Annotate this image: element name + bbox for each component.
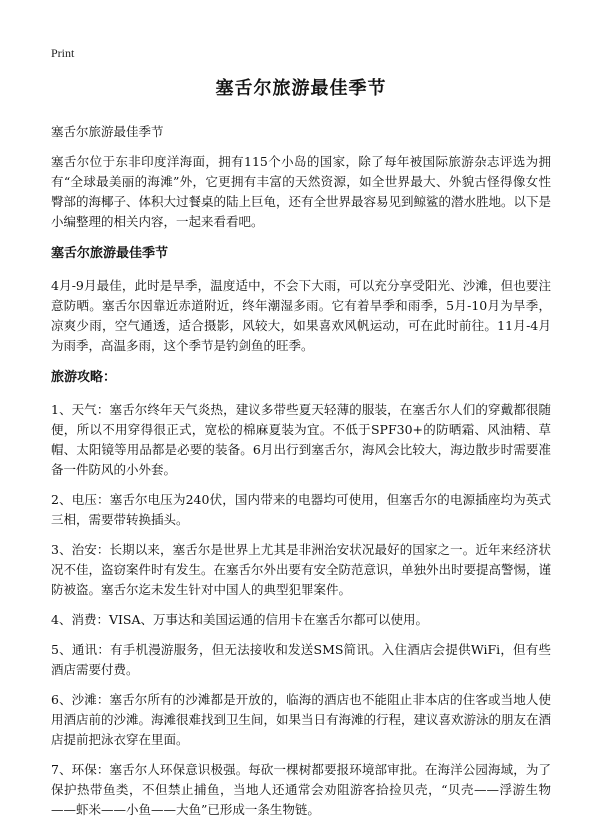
article-subtitle: 塞舌尔旅游最佳季节 (51, 124, 164, 139)
tip-weather: 1、天气：塞舌尔终年天气炎热，建议多带些夏天轻薄的服装，在塞舌尔人们的穿戴都很随便，所以不用穿得很正式，宽松的棉麻夏装为宜。不低于SPF30+的防晒霜、风油精、草帽、太阳镜等用品都是必要的装备。6月出行到塞舌尔，海风会比较大，海边散步时需要准备一件防风的小外套。 (51, 402, 551, 477)
season-paragraph: 4月-9月最佳，此时是旱季，温度适中，不会下大雨，可以充分享受阳光、沙滩，但也要注意防晒。塞舌尔因靠近赤道附近，终年潮湿多雨。它有着旱季和雨季，5月-10月为旱季，凉爽少雨，空气通透，适合摄影，风较大，如果喜欢风帆运动，可在此时前往。11月-4月为雨季，高温多雨，这个季节是钓剑鱼的旺季。 (51, 278, 551, 353)
tips-heading: 旅游攻略： (51, 370, 117, 385)
season-heading: 塞舌尔旅游最佳季节 (51, 246, 169, 261)
tip-security: 3、治安：长期以来，塞舌尔是世界上尤其是非洲治安状况最好的国家之一。近年来经济状况不佳，盗窃案件时有发生。在塞舌尔外出要有安全防范意识，单独外出时要提高警惕，谨防被盗。塞舌尔迄未发生针对中国人的典型犯罪案件。 (51, 542, 552, 597)
tip-beach: 6、沙滩：塞舌尔所有的沙滩都是开放的，临海的酒店也不能阻止非本店的住客或当地人使用酒店前的沙滩。海滩很难找到卫生间，如果当日有海滩的行程，建议喜欢游泳的朋友在酒店提前把泳衣穿在里面。 (51, 692, 552, 747)
tip-environment: 7、环保：塞舌尔人环保意识极强。每砍一棵树都要报环境部审批。在海洋公园海域，为了保护热带鱼类，不但禁止捕鱼，当地人还通常会劝阻游客拾捡贝壳，“贝壳——浮游生物——虾米——小鱼——大鱼”已形成一条生物链。 (51, 762, 551, 817)
tip-voltage: 2、电压：塞舌尔电压为240伏，国内带来的电器均可使用，但塞舌尔的电源插座均为英式三相，需要带转换插头。 (51, 492, 551, 527)
intro-paragraph: 塞舌尔位于东非印度洋海面，拥有115个小岛的国家，除了每年被国际旅游杂志评选为拥有“全球最美丽的海滩”外，它更拥有丰富的天然资源，如全世界最大、外貌古怪得像女性臀部的海椰子、体积大过餐桌的陆上巨龟，还有全世界最容易见到鲸鲨的潜水胜地。以下是小编整理的相关内容，一起来看看吧。 (51, 154, 552, 229)
article (51, 74, 551, 830)
tip-payment: 4、消费：VISA、万事达和美国运通的信用卡在塞舌尔都可以使用。 (51, 612, 429, 627)
page-title: 塞舌尔旅游最佳季节 (215, 78, 387, 99)
tip-communication: 5、通讯：有手机漫游服务，但无法接收和发送SMS简讯。入住酒店会提供WiFi，但有些酒店需要付费。 (51, 642, 551, 677)
print-link[interactable]: Print (51, 46, 75, 60)
